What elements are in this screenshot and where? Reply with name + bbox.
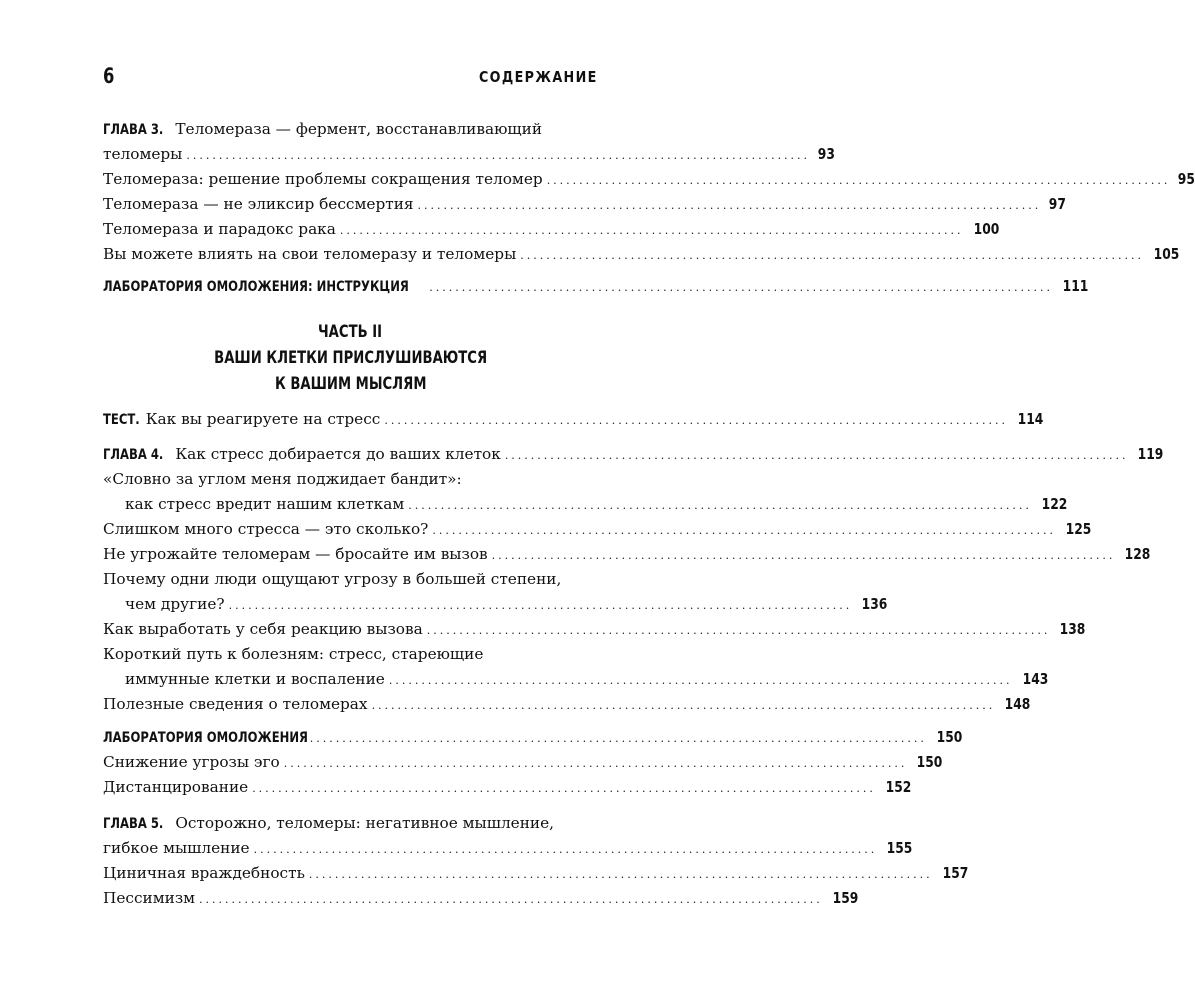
chapter-label: ГЛАВА 3. [103, 122, 164, 138]
entry-title: «Словно за углом меня поджидает бандит»: [103, 470, 462, 488]
entry-title: Теломераза — не эликсир бессмертия [103, 195, 414, 213]
leader-dots: ................................................................................................ [426, 624, 1051, 637]
leader-dots: ................................................................................................ [228, 599, 853, 612]
entry-page: 150 [917, 753, 943, 771]
entry-title: Почему одни люди ощущают угрозу в большей степени, [103, 570, 562, 588]
toc-entry [103, 864, 968, 888]
toc-entry [103, 195, 1067, 219]
entry-page: 111 [1062, 277, 1089, 295]
part-title-line-3: К ВАШИМ МЫСЛЯМ [274, 374, 427, 393]
entry-page: 100 [973, 220, 999, 238]
entry-title: Как выработать у себя реакцию вызова [103, 620, 423, 638]
leader-dots: ................................................................................................ [408, 499, 1032, 512]
leader-dots: ................................................................................................ [417, 199, 1042, 212]
entry-title: Полезные сведения о теломерах [103, 695, 368, 713]
toc-entry [103, 470, 598, 494]
entry-title: гибкое мышление [103, 839, 250, 857]
entry-title: Вы можете влиять на свои теломеразу и теломеры [103, 245, 517, 263]
leader-dots: ................................................................................................ [308, 868, 933, 881]
entry-page: 136 [861, 595, 888, 613]
entry-title: Теломераза — фермент, восстанавливающий [175, 120, 543, 138]
entry-page: 125 [1065, 520, 1092, 538]
lab-label: ЛАБОРАТОРИЯ ОМОЛОЖЕНИЯ [103, 730, 308, 746]
leader-dots: ................................................................................................ [520, 249, 1144, 262]
running-head: СОДЕРЖАНИЕ [479, 68, 598, 86]
toc-entry-cont [103, 670, 1048, 694]
toc-entry [103, 645, 598, 669]
entry-title: Осторожно, теломеры: негативное мышление, [175, 814, 555, 832]
entry-title: как стресс вредит нашим клеткам [125, 495, 405, 513]
entry-title: Короткий путь к болезням: стресс, стареющие [103, 645, 484, 663]
entry-page: 155 [886, 839, 913, 857]
toc-entry-lab [103, 728, 963, 752]
leader-dots: ................................................................................................ [303, 732, 927, 745]
toc-entry-cont [103, 495, 1068, 519]
toc-entry [103, 695, 1031, 719]
leader-dots: ................................................................................................ [339, 224, 964, 237]
toc-entry-cont [103, 595, 888, 619]
entry-title: Слишком много стресса — это сколько? [103, 520, 429, 538]
entry-page: 97 [1048, 195, 1067, 213]
toc-entry [103, 545, 1151, 569]
toc-entry-chapter-5-cont [103, 839, 913, 863]
entry-title: Дистанцирование [103, 778, 249, 796]
toc-entry-chapter-3-cont [103, 145, 835, 169]
entry-title: Пессимизм [103, 889, 196, 907]
entry-page: 93 [817, 145, 835, 163]
entry-page: 114 [1017, 410, 1044, 428]
entry-page: 105 [1153, 245, 1180, 263]
entry-title: Циничная враждебность [103, 864, 305, 882]
leader-dots: ................................................................................................ [384, 414, 1009, 427]
entry-title: Как вы реагируете на стресс [145, 410, 381, 428]
entry-page: 152 [885, 778, 912, 796]
entry-title: чем другие? [125, 595, 225, 613]
entry-title: Теломераза: решение проблемы сокращения теломер [103, 170, 543, 188]
page-number: 6 [103, 64, 115, 88]
entry-title: Не угрожайте теломерам — бросайте им вызов [103, 545, 488, 563]
leader-dots: ................................................................................................ [283, 757, 908, 770]
toc-entry [103, 520, 1092, 544]
entry-title: иммунные клетки и воспаление [125, 670, 385, 688]
toc-entry [103, 170, 1195, 194]
leader-dots: ................................................................................................ [429, 281, 1053, 294]
toc-entry-chapter-5 [103, 814, 598, 838]
toc-entry [103, 220, 999, 244]
entry-page: 150 [936, 728, 963, 746]
entry-title: Как стресс добирается до ваших клеток [175, 445, 501, 463]
leader-dots: ................................................................................................ [199, 893, 823, 906]
leader-dots: ................................................................................................ [253, 843, 878, 856]
lab-label: ЛАБОРАТОРИЯ ОМОЛОЖЕНИЯ: ИНСТРУКЦИЯ [103, 279, 409, 295]
entry-page: 119 [1138, 445, 1164, 463]
toc-entry [103, 753, 943, 777]
entry-page: 148 [1004, 695, 1031, 713]
leader-dots: ................................................................................................ [252, 782, 876, 795]
leader-dots: ................................................................................................ [491, 549, 1116, 562]
toc-entry [103, 570, 598, 594]
entry-page: 95 [1178, 170, 1195, 188]
entry-title: Теломераза и парадокс рака [103, 220, 336, 238]
entry-page: 122 [1041, 495, 1068, 513]
entry-page: 143 [1022, 670, 1048, 688]
leader-dots: ................................................................................................ [504, 449, 1129, 462]
test-label: ТЕСТ. [103, 412, 140, 428]
chapter-label: ГЛАВА 4. [103, 447, 164, 463]
toc-entry-chapter-4 [103, 445, 1164, 469]
leader-dots: ................................................................................................ [371, 699, 996, 712]
toc-entry-test [103, 410, 1044, 434]
toc-entry-chapter-3 [103, 120, 598, 144]
entry-page: 138 [1060, 620, 1086, 638]
leader-dots: ................................................................................................ [546, 174, 1171, 187]
leader-dots: ................................................................................................ [388, 674, 1013, 687]
entry-title: Снижение угрозы эго [103, 753, 280, 771]
toc-entry [103, 889, 859, 913]
entry-page: 157 [942, 864, 968, 882]
part-title-line-2: ВАШИ КЛЕТКИ ПРИСЛУШИВАЮТСЯ [213, 348, 487, 367]
entry-title: теломеры [103, 145, 183, 163]
toc-entry [103, 620, 1086, 644]
chapter-label: ГЛАВА 5. [103, 816, 164, 832]
toc-entry [103, 245, 1180, 269]
entry-page: 128 [1124, 545, 1151, 563]
entry-page: 159 [832, 889, 859, 907]
toc-entry-lab [103, 277, 1089, 301]
leader-dots: ................................................................................................ [186, 149, 811, 162]
toc-entry [103, 778, 912, 802]
part-title-line-1: ЧАСТЬ II [318, 322, 383, 341]
leader-dots: ................................................................................................ [432, 524, 1057, 537]
